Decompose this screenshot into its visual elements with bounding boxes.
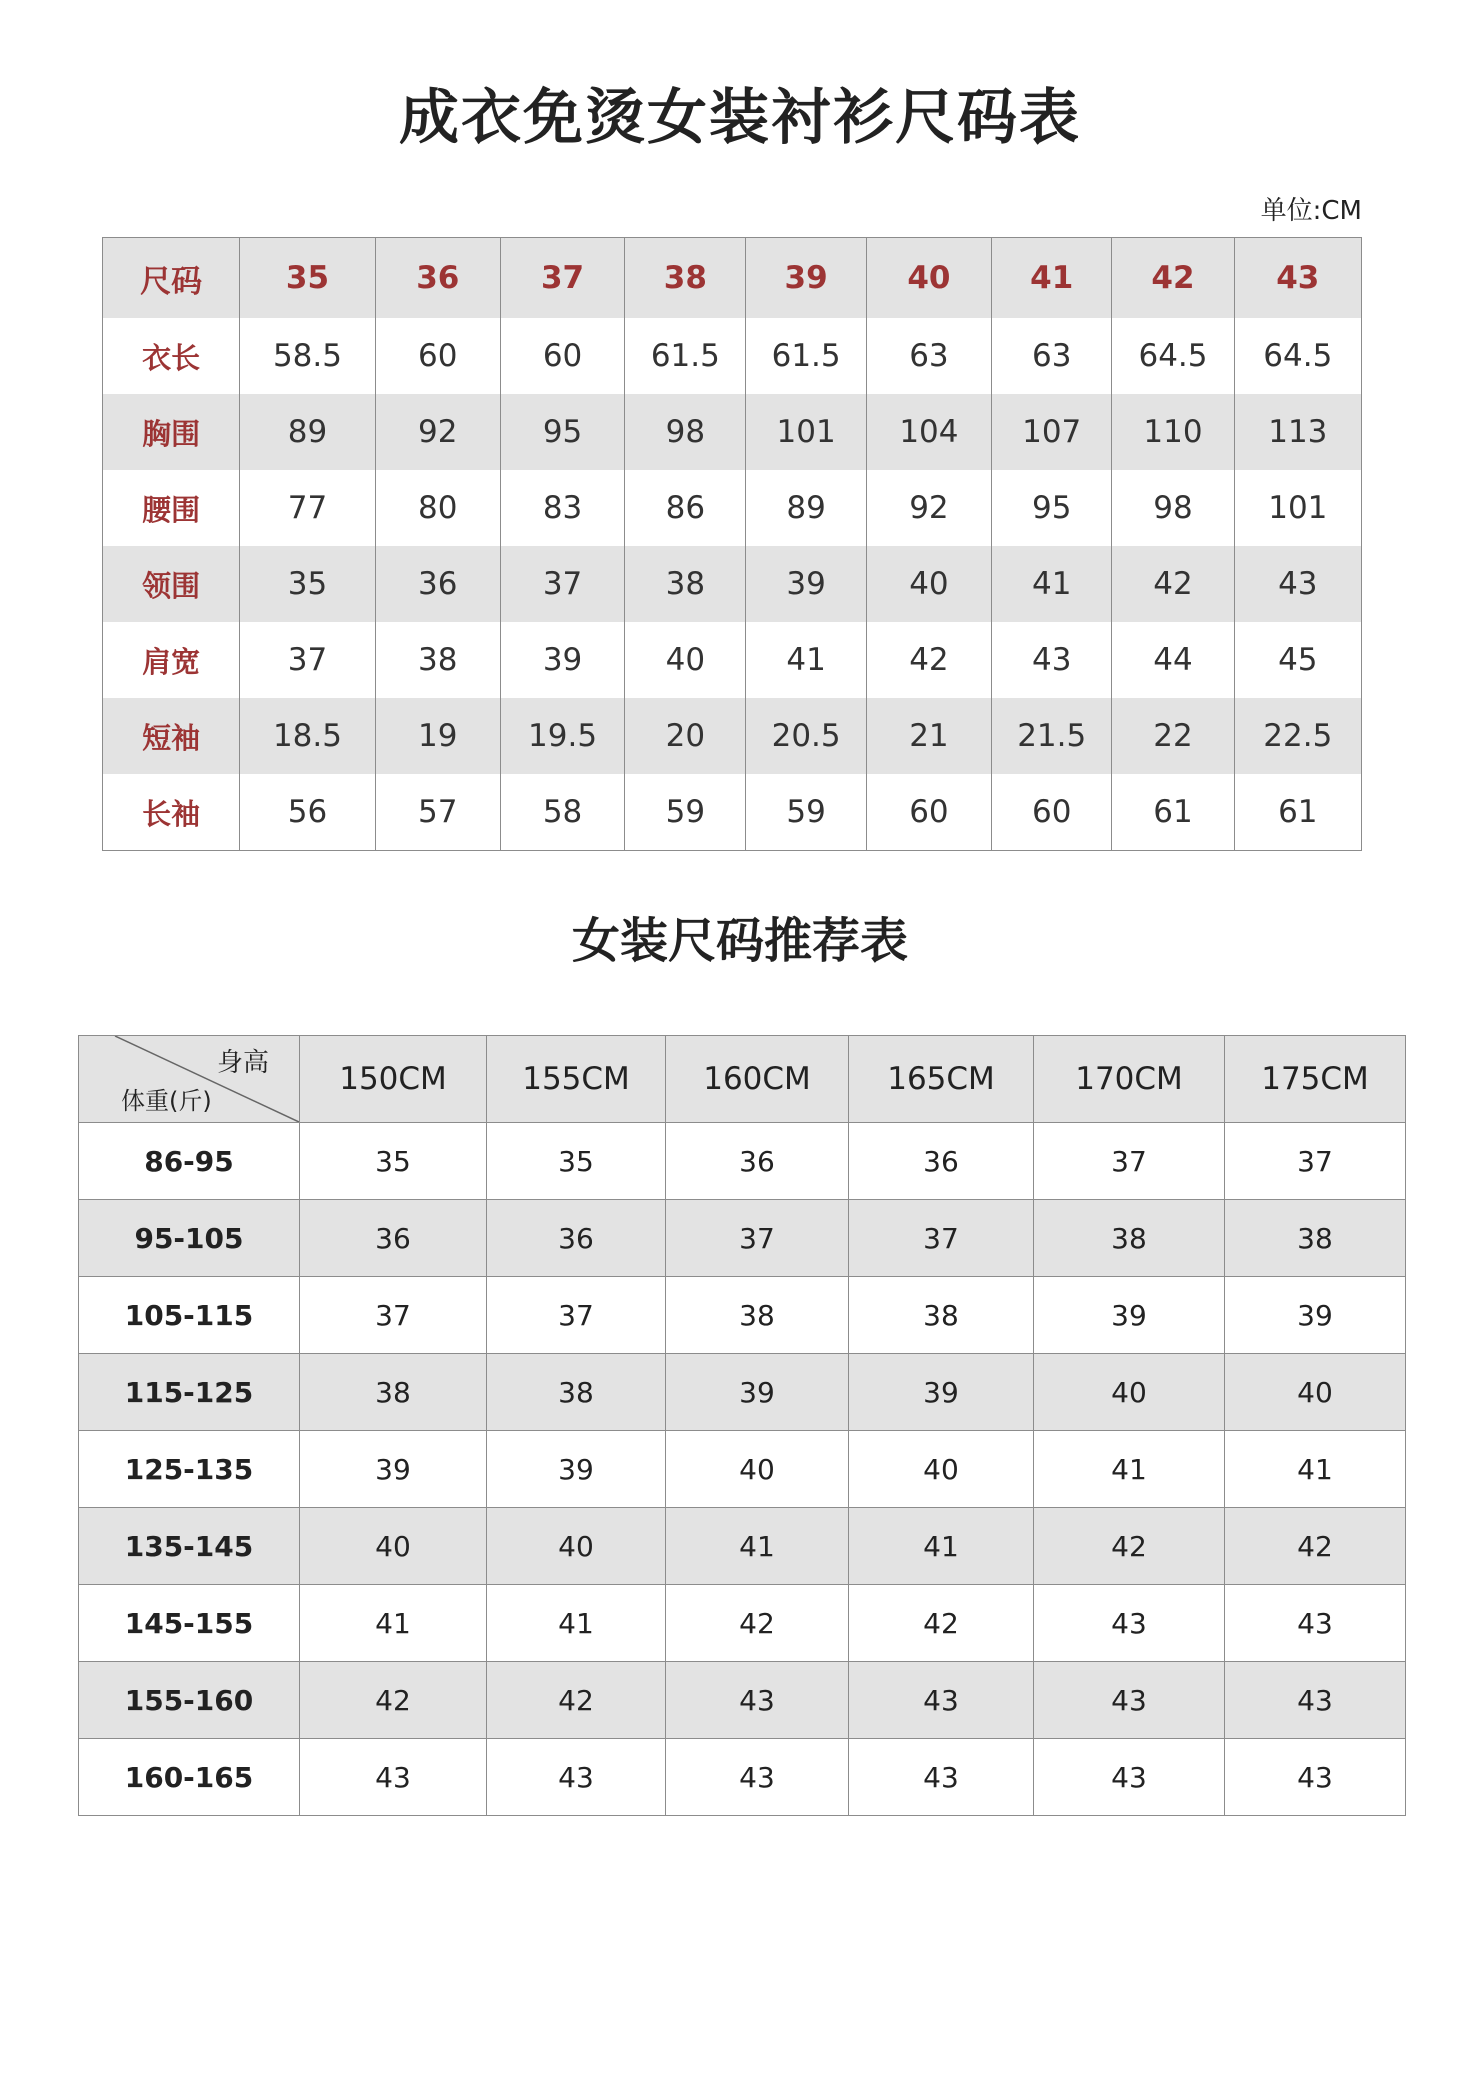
height-header-cell: 150CM bbox=[300, 1036, 487, 1123]
recommended-size: 43 bbox=[1034, 1662, 1225, 1739]
measure-value: 19 bbox=[375, 698, 500, 774]
recommended-size: 39 bbox=[849, 1354, 1034, 1431]
weight-range-label: 115-125 bbox=[79, 1354, 300, 1431]
recommended-size: 41 bbox=[666, 1508, 849, 1585]
height-header-cell: 155CM bbox=[487, 1036, 666, 1123]
measure-value: 40 bbox=[625, 622, 746, 698]
measure-value: 92 bbox=[375, 394, 500, 470]
measure-value: 21 bbox=[866, 698, 991, 774]
weight-range-label: 135-145 bbox=[79, 1508, 300, 1585]
measure-value: 64.5 bbox=[1112, 318, 1234, 394]
recommended-size: 37 bbox=[849, 1200, 1034, 1277]
recommended-size: 42 bbox=[849, 1585, 1034, 1662]
recommended-size: 41 bbox=[849, 1508, 1034, 1585]
recommended-size: 36 bbox=[300, 1200, 487, 1277]
recommended-size: 38 bbox=[487, 1354, 666, 1431]
measure-value: 41 bbox=[746, 622, 866, 698]
recommended-size: 39 bbox=[1034, 1277, 1225, 1354]
table-row bbox=[79, 1585, 1406, 1662]
measure-value: 89 bbox=[240, 394, 375, 470]
recommended-size: 43 bbox=[1034, 1739, 1225, 1816]
measure-value: 58.5 bbox=[240, 318, 375, 394]
size-header-cell: 41 bbox=[992, 238, 1112, 319]
measure-value: 95 bbox=[992, 470, 1112, 546]
height-header-cell: 165CM bbox=[849, 1036, 1034, 1123]
measure-value: 20 bbox=[625, 698, 746, 774]
table-row bbox=[103, 698, 1362, 774]
recommended-size: 42 bbox=[487, 1662, 666, 1739]
height-header-cell: 175CM bbox=[1225, 1036, 1406, 1123]
recommended-size: 38 bbox=[666, 1277, 849, 1354]
table-row bbox=[103, 394, 1362, 470]
measure-value: 22.5 bbox=[1234, 698, 1361, 774]
measure-value: 95 bbox=[500, 394, 624, 470]
size-header-cell: 36 bbox=[375, 238, 500, 319]
measure-value: 80 bbox=[375, 470, 500, 546]
recommended-size: 40 bbox=[487, 1508, 666, 1585]
measure-value: 36 bbox=[375, 546, 500, 622]
recommended-size: 43 bbox=[1225, 1739, 1406, 1816]
corner-cell bbox=[79, 1036, 300, 1123]
weight-range-label: 160-165 bbox=[79, 1739, 300, 1816]
measure-value: 64.5 bbox=[1234, 318, 1361, 394]
recommended-size: 43 bbox=[1034, 1585, 1225, 1662]
weight-range-label: 105-115 bbox=[79, 1277, 300, 1354]
weight-range-label: 125-135 bbox=[79, 1431, 300, 1508]
table-row bbox=[79, 1277, 1406, 1354]
measure-value: 20.5 bbox=[746, 698, 866, 774]
corner-weight-label: 体重(斤) bbox=[121, 1087, 212, 1115]
measure-value: 22 bbox=[1112, 698, 1234, 774]
measure-value: 58 bbox=[500, 774, 624, 851]
measure-value: 60 bbox=[500, 318, 624, 394]
measure-value: 61 bbox=[1234, 774, 1361, 851]
size-header-cell: 37 bbox=[500, 238, 624, 319]
measure-value: 61.5 bbox=[746, 318, 866, 394]
weight-range-label: 86-95 bbox=[79, 1123, 300, 1200]
table-row bbox=[103, 546, 1362, 622]
recommended-size: 43 bbox=[666, 1662, 849, 1739]
recommended-size: 41 bbox=[1225, 1431, 1406, 1508]
measure-value: 107 bbox=[992, 394, 1112, 470]
table-row bbox=[79, 1662, 1406, 1739]
recommended-size: 41 bbox=[1034, 1431, 1225, 1508]
measure-value: 42 bbox=[866, 622, 991, 698]
recommended-size: 40 bbox=[849, 1431, 1034, 1508]
recommended-size: 40 bbox=[300, 1508, 487, 1585]
size-header-cell: 38 bbox=[625, 238, 746, 319]
height-header-cell: 170CM bbox=[1034, 1036, 1225, 1123]
recommended-size: 35 bbox=[300, 1123, 487, 1200]
recommended-size: 43 bbox=[487, 1739, 666, 1816]
table-row bbox=[79, 1739, 1406, 1816]
measure-value: 40 bbox=[866, 546, 991, 622]
recommended-size: 41 bbox=[487, 1585, 666, 1662]
measure-value: 92 bbox=[866, 470, 991, 546]
size-header-cell: 40 bbox=[866, 238, 991, 319]
recommended-size: 38 bbox=[849, 1277, 1034, 1354]
recommended-size: 36 bbox=[666, 1123, 849, 1200]
measure-value: 61 bbox=[1112, 774, 1234, 851]
measure-value: 98 bbox=[1112, 470, 1234, 546]
table-row bbox=[103, 318, 1362, 394]
height-header-cell: 160CM bbox=[666, 1036, 849, 1123]
measure-value: 42 bbox=[1112, 546, 1234, 622]
measure-value: 57 bbox=[375, 774, 500, 851]
recommended-size: 37 bbox=[300, 1277, 487, 1354]
measure-value: 98 bbox=[625, 394, 746, 470]
recommended-size: 39 bbox=[666, 1354, 849, 1431]
measure-value: 41 bbox=[992, 546, 1112, 622]
measure-value: 101 bbox=[746, 394, 866, 470]
corner-height-label: 身高 bbox=[216, 1048, 269, 1078]
recommended-size: 42 bbox=[1225, 1508, 1406, 1585]
measure-value: 61.5 bbox=[625, 318, 746, 394]
recommended-size: 42 bbox=[1034, 1508, 1225, 1585]
measure-label: 长袖 bbox=[142, 796, 201, 831]
measure-value: 60 bbox=[866, 774, 991, 851]
recommended-size: 40 bbox=[1225, 1354, 1406, 1431]
measure-label: 短袖 bbox=[103, 698, 240, 774]
weight-range-label: 95-105 bbox=[79, 1200, 300, 1277]
size-header-row bbox=[103, 238, 1362, 319]
measure-value: 63 bbox=[992, 318, 1112, 394]
measure-value: 56 bbox=[240, 774, 375, 851]
measure-value: 59 bbox=[625, 774, 746, 851]
recommended-size: 43 bbox=[1225, 1662, 1406, 1739]
table-row bbox=[79, 1200, 1406, 1277]
measure-label: 胸围 bbox=[103, 394, 240, 470]
measure-value: 43 bbox=[992, 622, 1112, 698]
recommended-size: 42 bbox=[300, 1662, 487, 1739]
measure-label: 衣长 bbox=[142, 340, 201, 375]
table-row bbox=[79, 1123, 1406, 1200]
measure-label: 肩宽 bbox=[142, 644, 201, 679]
measure-value: 83 bbox=[500, 470, 624, 546]
table-row bbox=[103, 470, 1362, 546]
table-row bbox=[103, 774, 1362, 851]
measure-label: 腰围 bbox=[142, 492, 201, 527]
recommended-size: 41 bbox=[300, 1585, 487, 1662]
recommended-size: 40 bbox=[666, 1431, 849, 1508]
recommended-size: 43 bbox=[849, 1739, 1034, 1816]
table-row bbox=[79, 1431, 1406, 1508]
recommended-size: 40 bbox=[1034, 1354, 1225, 1431]
recommended-size: 39 bbox=[487, 1431, 666, 1508]
measure-value: 39 bbox=[500, 622, 624, 698]
weight-range-label: 155-160 bbox=[79, 1662, 300, 1739]
measure-value: 37 bbox=[500, 546, 624, 622]
measure-value: 60 bbox=[375, 318, 500, 394]
measure-value: 18.5 bbox=[240, 698, 375, 774]
measure-value: 38 bbox=[375, 622, 500, 698]
table-row bbox=[79, 1354, 1406, 1431]
recommended-size: 38 bbox=[1034, 1200, 1225, 1277]
size-chart-table bbox=[102, 237, 1362, 851]
measure-value: 35 bbox=[240, 546, 375, 622]
recommended-size: 36 bbox=[487, 1200, 666, 1277]
measure-value: 86 bbox=[625, 470, 746, 546]
size-header-label: 尺码 bbox=[103, 238, 240, 319]
recommended-size: 36 bbox=[849, 1123, 1034, 1200]
measure-value: 38 bbox=[625, 546, 746, 622]
table-row bbox=[79, 1508, 1406, 1585]
recommended-size: 37 bbox=[1225, 1123, 1406, 1200]
recommended-size: 43 bbox=[300, 1739, 487, 1816]
measure-label: 领围 bbox=[103, 546, 240, 622]
recommended-size: 39 bbox=[300, 1431, 487, 1508]
recommended-size: 38 bbox=[300, 1354, 487, 1431]
recommended-size: 37 bbox=[1034, 1123, 1225, 1200]
recommended-size: 43 bbox=[1225, 1585, 1406, 1662]
recommended-size: 37 bbox=[487, 1277, 666, 1354]
recommend-title: 女装尺码推荐表 bbox=[571, 913, 908, 969]
measure-value: 104 bbox=[866, 394, 991, 470]
height-header-row bbox=[79, 1036, 1406, 1123]
page-title: 成衣免烫女装衬衫尺码表 bbox=[399, 83, 1081, 153]
measure-value: 21.5 bbox=[992, 698, 1112, 774]
measure-value: 45 bbox=[1234, 622, 1361, 698]
recommended-size: 35 bbox=[487, 1123, 666, 1200]
measure-value: 59 bbox=[746, 774, 866, 851]
measure-value: 113 bbox=[1234, 394, 1361, 470]
size-header-cell: 42 bbox=[1112, 238, 1234, 319]
size-header-cell: 35 bbox=[240, 238, 375, 319]
measure-value: 77 bbox=[240, 470, 375, 546]
measure-value: 19.5 bbox=[500, 698, 624, 774]
size-header-cell: 39 bbox=[746, 238, 866, 319]
measure-value: 101 bbox=[1234, 470, 1361, 546]
measure-value: 60 bbox=[992, 774, 1112, 851]
recommended-size: 43 bbox=[849, 1662, 1034, 1739]
recommended-size: 38 bbox=[1225, 1200, 1406, 1277]
unit-label: 单位:CM bbox=[1260, 196, 1362, 226]
measure-value: 110 bbox=[1112, 394, 1234, 470]
recommended-size: 37 bbox=[666, 1200, 849, 1277]
recommended-size: 39 bbox=[1225, 1277, 1406, 1354]
size-recommendation-table bbox=[78, 1035, 1406, 1816]
measure-value: 63 bbox=[866, 318, 991, 394]
weight-range-label: 145-155 bbox=[79, 1585, 300, 1662]
measure-value: 44 bbox=[1112, 622, 1234, 698]
size-header-cell: 43 bbox=[1234, 238, 1361, 319]
recommended-size: 43 bbox=[666, 1739, 849, 1816]
table-row bbox=[103, 622, 1362, 698]
measure-value: 43 bbox=[1234, 546, 1361, 622]
measure-value: 39 bbox=[746, 546, 866, 622]
recommended-size: 42 bbox=[666, 1585, 849, 1662]
measure-value: 37 bbox=[240, 622, 375, 698]
measure-value: 89 bbox=[746, 470, 866, 546]
